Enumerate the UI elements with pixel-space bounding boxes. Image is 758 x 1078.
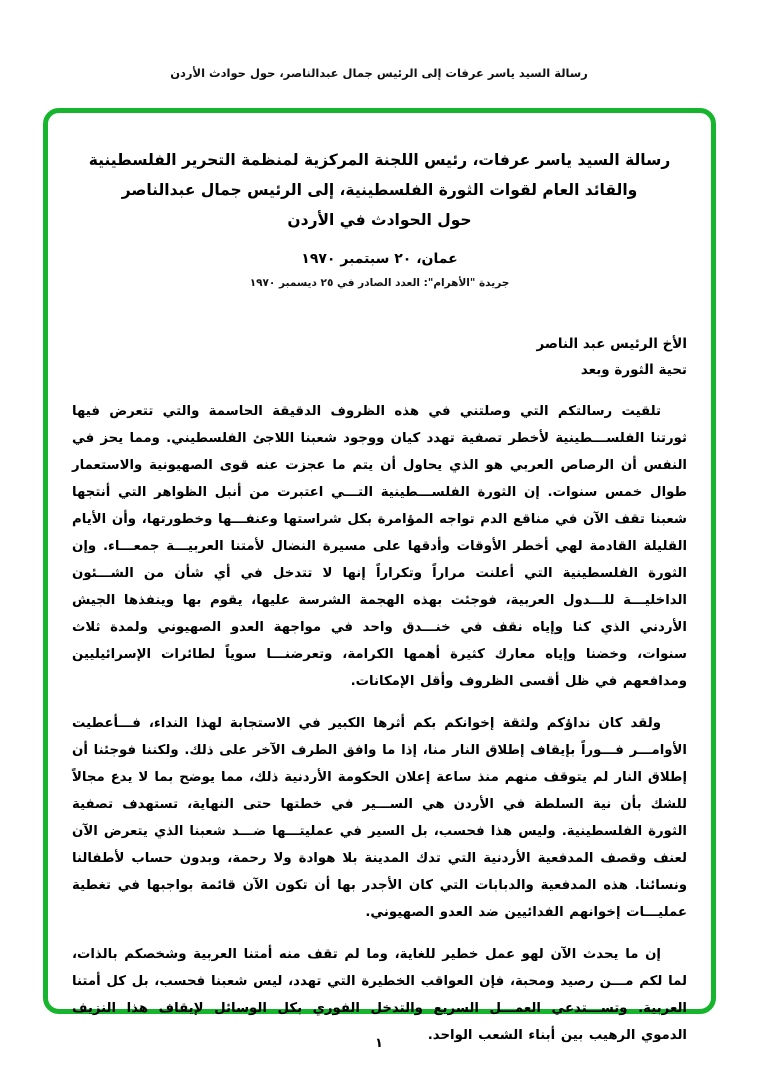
letter-salutation-block: [72, 331, 687, 383]
letter-source-citation: جريدة "الأهرام": العدد الصادر في ٢٥ ديسمبر ١٩٧٠: [249, 277, 510, 289]
letter-paragraph-3: إن ما يحدث الآن لهو عمل خطير للغاية، وما لم تقف منه أمتنا العربية وشخصكم بالذات، لما لكم مـــن رصيد ومحبة، فإن العواقب الخطيرة التي تهدد، ليس شعبنا فحسب، بل كل أمتنا العربية. وتســـتدعي العمـــل السريع والتدخل الفوري بكل الوسائل لإيقاف هذا النزيف الدموي الرهيب بين أبناء الشعب الواحد.: [72, 947, 687, 1043]
page-number: ١: [375, 1036, 383, 1051]
document-header-caption: رسالة السيد ياسر عرفات إلى الرئيس جمال عبدالناصر، حول حوادث الأردن: [170, 66, 588, 80]
letter-salutation: الأخ الرئيس عبد الناصر: [536, 336, 687, 352]
letter-title-line-1: رسالة السيد ياسر عرفات، رئيس اللجنة المركزية لمنظمة التحرير الفلسطينية: [88, 151, 671, 169]
letter-dateline: عمان، ٢٠ سبتمبر ١٩٧٠: [301, 251, 458, 267]
letter-border-box: [43, 108, 716, 1043]
letter-greeting: تحية الثورة وبعد: [580, 362, 687, 378]
letter-title-line-3: حول الحوادث في الأردن: [287, 211, 472, 229]
letter-title: [72, 145, 687, 235]
letter-paragraph-1: تلقيت رسالتكم التي وصلتني في هذه الظروف الدقيقة الحاسمة والتي تتعرض فيها ثورتنا الفلســـطينية لأخطر تصفية تهدد كيان ووجود شعبنا اللاجئ الفلسطيني. ومما يحز في النفس أن الرصاص العربي هو الذي يحاول أن يتم ما عجزت عنه قوى الصهيونية والاستعمار طوال خمس سنوات. إن الثورة الفلســـطينية التـــي اعتبرت من أنبل الظواهر التي أنتجها شعبنا تقف الآن في مناقع الدم تواجه المؤامرة بكل شراستها وعنفـــها وخطورتها، وأن الأيام القليلة القادمة لهي أخطر الأوقات وأدقها على مسيرة النضال لأمتنا العربيـــة جمعـــاء. وإن الثورة الفلسطينية التي أعلنت مراراً وتكراراً إنها لا تتدخل في أي شأن من الشـــئون الداخليـــة للـــدول العربية، فوجئت بهذه الهجمة الشرسة عليها، يقوم بها وينفذها الجيش الأردني الذي كنا وإياه نقف في خنـــدق واحد في مواجهة العدو الصهيوني ولمدة ثلاث سنوات، وخضنا وإياه معارك كثيرة أهمها الكرامة، وتعرضنـــا سوياً لطائرات الإسرائيليين ومدافعهم في ظل أقسى الظروف وأقل الإمكانات.: [72, 404, 687, 689]
letter-paragraph-2: ولقد كان نداؤكم ولثقة إخوانكم بكم أثرها الكبير في الاستجابة لهذا النداء، فـــأعطيت الأوامـــر فـــوراً بإيقاف إطلاق النار منا، إذا ما وافق الطرف الآخر على ذلك. ولكننا فوجئنا أن إطلاق النار لم يتوقف منهم منذ ساعة إعلان الحكومة الأردنية ذلك، مما يوضح بما لا يدع مجالاً للشك بأن نية السلطة في الأردن هي الســـير في خطتها حتى النهاية، تستهدف تصفية الثورة الفلسطينية. وليس هذا فحسب، بل السير في عمليتـــها ضـــد شعبنا الذي يتعرض الآن لعنف وقصف المدفعية الأردنية التي تدك المدينة بلا هوادة ولا رحمة، وبدون حساب لأطفالنا ونسائنا. هذه المدفعية والدبابات التي كان الأجدر بها أن تكون الآن قائمة بواجبها في تغطية عمليـــات إخوانهم الفدائيين ضد العدو الصهيوني.: [72, 716, 687, 920]
letter-title-line-2: والقائد العام لقوات الثورة الفلسطينية، إلى الرئيس جمال عبدالناصر: [121, 181, 638, 199]
